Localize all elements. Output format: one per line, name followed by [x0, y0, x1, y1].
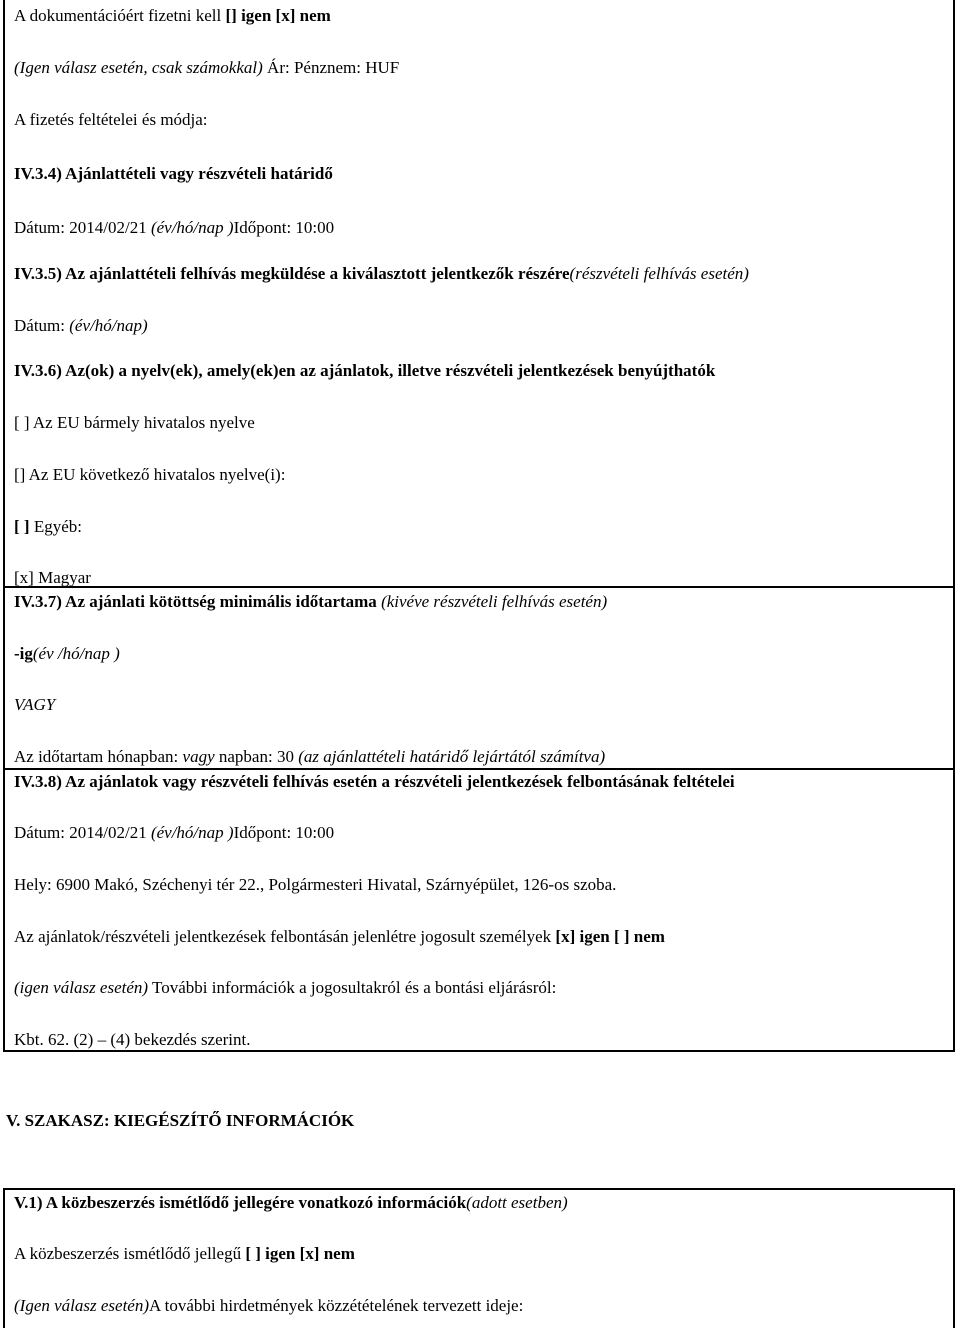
binding-duration-row — [14, 747, 605, 767]
invitation-heading-row — [14, 264, 749, 284]
price-note: (Igen válasz esetén, csak számokkal) — [14, 58, 263, 77]
language-heading: IV.3.6) Az(ok) a nyelv(ek), amely(ek)en az ajánlatok, illetve részvételi jelentkezések benyújthatók — [14, 361, 716, 380]
binding-until-format: (év /hó/nap ) — [32, 644, 120, 663]
binding-duration-label: Az időtartam hónapban: — [14, 747, 179, 766]
language-option-other-row — [14, 517, 82, 537]
language-option-following: [] Az EU következő hivatalos nyelve(i): — [14, 465, 286, 484]
binding-duration-days: napban: 30 — [218, 747, 294, 766]
binding-heading-note: (kivéve részvételi felhívás esetén) — [381, 592, 608, 611]
opening-date-format: (év/hó/nap ) — [150, 823, 234, 842]
invitation-heading: IV.3.5) Az ajánlattételi felhívás megküldése a kiválasztott jelentkezők részére — [14, 264, 570, 283]
language-option-hungarian: [x] Magyar — [14, 568, 91, 587]
recurring-next-note: (Igen válasz esetén) — [14, 1296, 150, 1315]
binding-duration-or: vagy — [182, 747, 215, 766]
language-option-other-box: [ ] — [14, 517, 30, 536]
invitation-date: Dátum: — [14, 316, 65, 335]
deadline-row — [14, 218, 334, 238]
opening-info-row — [14, 978, 556, 998]
binding-heading: IV.3.7) Az ajánlati kötöttség minimális időtartama — [14, 592, 377, 611]
language-option-other: Egyéb: — [33, 517, 82, 536]
deadline-time: Időpont: 10:00 — [233, 218, 335, 237]
invitation-heading-note: (részvételi felhívás esetén) — [569, 264, 749, 283]
language-option-any: [ ] Az EU bármely hivatalos nyelve — [14, 413, 255, 432]
payment-options: [] igen [x] nem — [225, 6, 331, 25]
price-currency: Ár: Pénznem: HUF — [267, 58, 400, 77]
opening-heading: IV.3.8) Az ajánlatok vagy részvételi felhívás esetén a részvételi jelentkezések felbontásának feltételei — [14, 772, 735, 791]
payment-label: A dokumentációért fizetni kell — [14, 6, 222, 25]
section-v-title: V. SZAKASZ: KIEGÉSZÍTŐ INFORMÁCIÓK — [6, 1111, 355, 1130]
payment-row — [14, 6, 331, 26]
binding-heading-row — [14, 592, 607, 612]
binding-or: VAGY — [14, 695, 56, 714]
recurring-heading-note: (adott esetben) — [466, 1193, 568, 1212]
invitation-date-row — [14, 316, 148, 336]
opening-divider — [3, 768, 955, 770]
recurring-options: [ ] igen [x] nem — [245, 1244, 355, 1263]
opening-legal-ref: Kbt. 62. (2) – (4) bekezdés szerint. — [14, 1030, 251, 1049]
opening-attend-label: Az ajánlatok/részvételi jelentkezések felbontásán jelenlétre jogosult személyek — [14, 927, 552, 946]
deadline-date-format: (év/hó/nap ) — [150, 218, 234, 237]
recurring-label: A közbeszerzés ismétlődő jellegű — [14, 1244, 242, 1263]
opening-attend-options: [x] igen [ ] nem — [555, 927, 665, 946]
section-box-top — [3, 0, 955, 588]
recurring-next-label: A további hirdetmények közzétételének tervezett ideje: — [149, 1296, 524, 1315]
opening-time: Időpont: 10:00 — [233, 823, 335, 842]
deadline-heading: IV.3.4) Ajánlattételi vagy részvételi határidő — [14, 164, 333, 183]
recurring-row — [14, 1244, 355, 1264]
opening-info-note: (igen válasz esetén) — [14, 978, 149, 997]
opening-place: Hely: 6900 Makó, Széchenyi tér 22., Polgármesteri Hivatal, Szárnyépület, 126-os szoba. — [14, 875, 617, 894]
recurring-next-row — [14, 1296, 523, 1316]
payment-terms: A fizetés feltételei és módja: — [14, 110, 208, 129]
opening-date-row — [14, 823, 334, 843]
invitation-date-format: (év/hó/nap) — [69, 316, 148, 335]
deadline-date: Dátum: 2014/02/21 — [14, 218, 147, 237]
binding-duration-note: (az ajánlattételi határidő lejártától számítva) — [298, 747, 606, 766]
opening-info-label: További információk a jogosultakról és a bontási eljárásról: — [152, 978, 557, 997]
opening-attend-row — [14, 927, 665, 947]
binding-until-row — [14, 644, 120, 664]
recurring-heading: V.1) A közbeszerzés ismétlődő jellegére vonatkozó információk — [14, 1193, 467, 1212]
recurring-heading-row — [14, 1193, 568, 1213]
opening-date: Dátum: 2014/02/21 — [14, 823, 147, 842]
binding-until-prefix: -ig — [14, 644, 33, 663]
price-row — [14, 58, 399, 78]
